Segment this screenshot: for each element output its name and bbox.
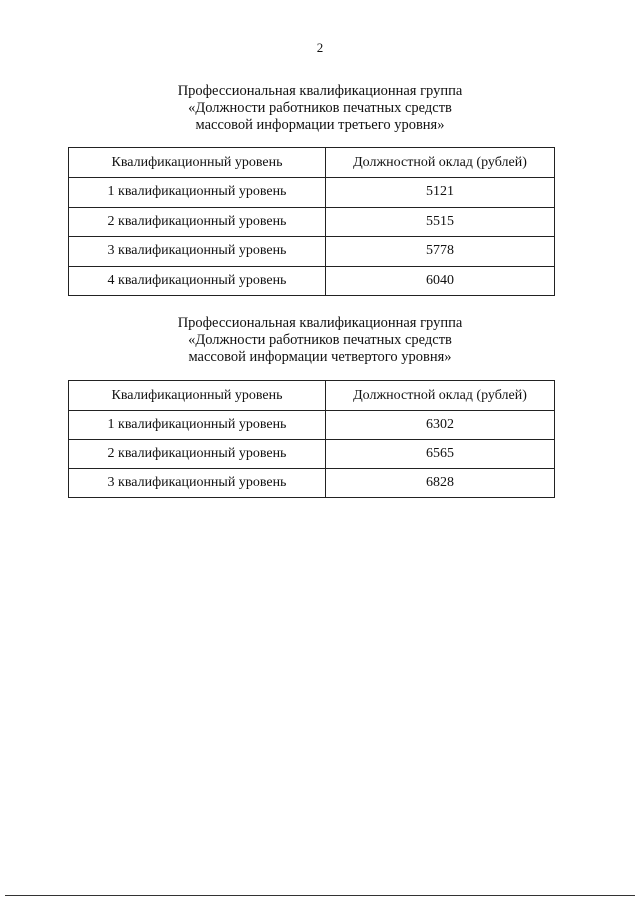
qualification-level-cell: 1 квалификационный уровень (69, 178, 326, 208)
section-1-heading-line: «Должности работников печатных средств (188, 100, 452, 116)
table-row (69, 207, 555, 237)
qualification-level-cell: 4 квалификационный уровень (69, 266, 326, 296)
salary-cell: 5515 (326, 207, 555, 237)
qualification-level-cell: 1 квалификационный уровень (69, 411, 326, 440)
section-1-heading (60, 83, 580, 134)
table-row (69, 440, 555, 469)
qualification-level-cell: 2 квалификационный уровень (69, 440, 326, 469)
section-2-heading (60, 315, 580, 366)
section-2-heading-line: Профессиональная квалификационная группа (177, 315, 463, 331)
table-header-row (69, 148, 555, 178)
section-1-heading-line: Профессиональная квалификационная группа (177, 83, 463, 99)
section-1-heading-line: массовой информации третьего уровня» (195, 117, 445, 133)
page-number: 2 (316, 40, 324, 55)
salary-cell: 5778 (326, 237, 555, 267)
header-qualification-level: Квалификационный уровень (69, 148, 326, 178)
salary-cell: 6040 (326, 266, 555, 296)
table-row (69, 266, 555, 296)
table-row (69, 237, 555, 267)
salary-table-level-4 (68, 380, 555, 498)
table-row (69, 178, 555, 208)
qualification-level-cell: 3 квалификационный уровень (69, 237, 326, 267)
page-bottom-edge-line (5, 895, 635, 896)
table-row (69, 411, 555, 440)
header-qualification-level: Квалификационный уровень (69, 381, 326, 411)
salary-table-level-3 (68, 147, 555, 296)
section-2-heading-line: «Должности работников печатных средств (188, 332, 452, 348)
header-salary: Должностной оклад (рублей) (326, 381, 555, 411)
section-2-heading-line: массовой информации четвертого уровня» (188, 349, 452, 365)
salary-cell: 6302 (326, 411, 555, 440)
qualification-level-cell: 3 квалификационный уровень (69, 469, 326, 498)
salary-cell: 6828 (326, 469, 555, 498)
salary-cell: 5121 (326, 178, 555, 208)
header-salary: Должностной оклад (рублей) (326, 148, 555, 178)
salary-cell: 6565 (326, 440, 555, 469)
table-row (69, 469, 555, 498)
table-header-row (69, 381, 555, 411)
qualification-level-cell: 2 квалификационный уровень (69, 207, 326, 237)
